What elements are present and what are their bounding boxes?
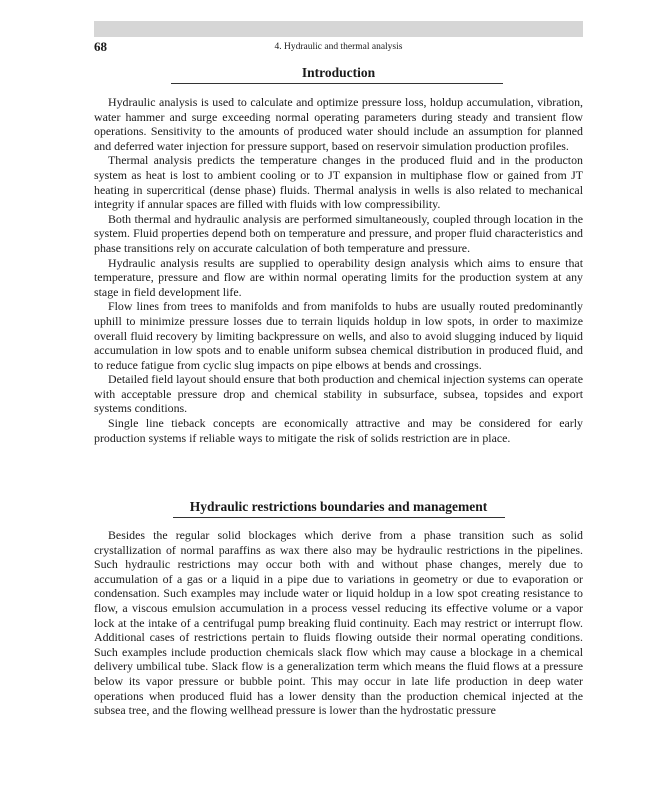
running-head: 4. Hydraulic and thermal analysis [274, 42, 403, 52]
page-number: 68 [94, 39, 107, 54]
title-rule [173, 517, 505, 518]
restrictions-body [94, 528, 583, 718]
section-title-introduction: Introduction [301, 65, 376, 80]
title-rule [171, 83, 503, 84]
header-bar [94, 21, 583, 37]
introduction-body [94, 95, 583, 445]
paragraph: Hydraulic analysis results are supplied to operability design analysis which aims to ensure that temperature, pressure and flow are within normal operating limits for the production system at any stage in field development life. [94, 255, 583, 299]
paragraph: Hydraulic analysis is used to calculate and optimize pressure loss, holdup accumulation, vibration, water hammer and surge exceeding normal operating parameters during steady and transient flow operations. Sensitivity to the amounts of produced water should include an assumption for planned and deferred water injection for pressure support, based on reservoir simulation production profiles. [94, 95, 583, 153]
paragraph: Thermal analysis predicts the temperature changes in the produced fluid and in the producton system as heat is lost to ambient cooling or to JT expansion in multiphase flow or gained from JT heating in supercritical (dense phase) fluids. Thermal analysis in wells is also related to mechanical integrity if annular spaces are filled with fluids with low compressibility. [94, 153, 583, 212]
paragraph: Besides the regular solid blockages which derive from a phase transition such as solid crystallization of normal paraffins as wax there also may be hydraulic restrictions in the pipelines. Such hydraulic restrictions may occur both with and without phase changes, merely due to accumulation of a gas or a liquid in a pipe due to variations in geometry or due to evaporation or condensation. Such examples may include water or liquid holdup in a low spot creating resistance to flow, a viscous emulsion accumulation in a process vessel reducing its effective volume or a vapor lock at the intake of a centrifugal pump breaking fluid continuity. Each may restrict or interrupt flow. Additional cases of restrictions pertain to fluids flowing outside their normal operating conditions. Such examples include production chemicals slack flow which may cause a blockage in a chemical delivery umbilical tube. Slack flow is a generalization term which means the fluid flows at a pressure below its vapor pressure or bubble point. This may occur in late life production in deep water operations when produced fluid has a lower density than the production chemical injected at the subsea tree, and the flowing wellhead pressure is lower than the hydrostatic pressure [94, 528, 583, 718]
section-title-hydraulic-restrictions: Hydraulic restrictions boundaries and management [189, 499, 488, 514]
page-header [94, 39, 583, 55]
paragraph: Single line tieback concepts are economically attractive and may be considered for early production systems if reliable ways to mitigate the risk of solids restriction are in place. [94, 416, 583, 445]
paragraph: Flow lines from trees to manifolds and from manifolds to hubs are usually routed predominantly uphill to minimize pressure losses due to terrain liquids holdup in low spots, in order to maximize overall fluid recovery by limiting backpressure on wells, and also to avoid slugging induced by liquid accumulation in low spots and to enable uniform subsea chemical distribution in produced fluid, and to reduce fatigue from cyclic slug impacts on pipe elbows at bends and crossings. [94, 299, 583, 372]
paragraph: Both thermal and hydraulic analysis are performed simultaneously, coupled through location in the system. Fluid properties depend both on temperature and pressure, and proper fluid characteristics and phase transitions rely on accurate calculation of both temperature and pressure. [94, 211, 583, 255]
paragraph: Detailed field layout should ensure that both production and chemical injection systems can operate with acceptable pressure drop and chemical stability in subsurface, subsea, topsides and export systems conditions. [94, 372, 583, 416]
